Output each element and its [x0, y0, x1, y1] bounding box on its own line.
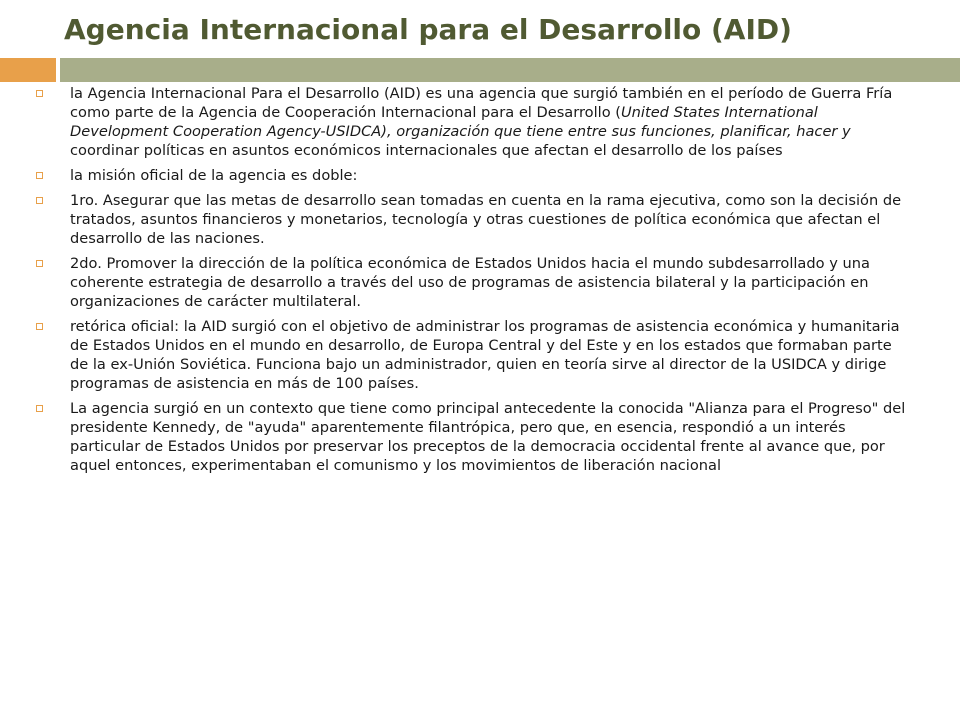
bullet-item — [34, 317, 914, 393]
bullet-text: la misión oficial de la agencia es doble: — [70, 167, 358, 184]
square-bullet-icon — [36, 197, 43, 204]
bullet-text: La agencia surgió en un contexto que tiene como principal antecedente la conocida "Alianza para el Progreso" del presidente Kennedy, de "ayuda" aparentemente filantrópica, pero que, en esencia, respondió a un interés particular de Estados Unidos por preservar los preceptos de la democracia occidental frente al avance que, por aquel entonces, experimentaban el comunismo y los movimientos de liberación nacional — [70, 400, 906, 474]
slide-title: Agencia Internacional para el Desarrollo (AID) — [64, 13, 792, 46]
bullet-item — [34, 166, 914, 185]
bullet-text: 2do. Promover la dirección de la política económica de Estados Unidos hacia el mundo subdesarrollado y una coherente estrategia de desarrollo a través del uso de programas de asistencia bilateral y la participación en organizaciones de carácter multilateral. — [70, 255, 870, 310]
bullet-text: 1ro. Asegurar que las metas de desarrollo sean tomadas en cuenta en la rama ejecutiva, como son la decisión de tratados, asuntos financieros y monetarios, tecnología y otras cuestiones de política económica que afectan el desarrollo de las naciones. — [70, 192, 902, 247]
square-bullet-icon — [36, 172, 43, 179]
bullet-text-normal-2: coordinar políticas en asuntos económicos internacionales que afectan el desarrollo de los países — [70, 142, 783, 159]
square-bullet-icon — [36, 323, 43, 330]
square-bullet-icon — [36, 90, 43, 97]
square-bullet-icon — [36, 260, 43, 267]
bullet-text — [70, 85, 892, 159]
bullet-item — [34, 254, 914, 311]
accent-bar-orange — [0, 58, 56, 82]
bullet-item — [34, 84, 914, 160]
bullet-list — [34, 84, 914, 481]
square-bullet-icon — [36, 405, 43, 412]
bullet-text: retórica oficial: la AID surgió con el objetivo de administrar los programas de asistencia económica y humanitaria de Estados Unidos en el mundo en desarrollo, de Europa Central y del Este y en los estados que formaban parte de la ex-Unión Soviética. Funciona bajo un administrador, quien en teoría sirve al director de la USIDCA y dirige programas de asistencia en más de 100 países. — [70, 318, 900, 392]
bullet-item — [34, 191, 914, 248]
bullet-text-normal: la Agencia Internacional Para el Desarrollo (AID) es una agencia que surgió también en el período de Guerra Fría como parte de la Agencia de Cooperación Internacional para el Desarrollo ( — [70, 85, 893, 121]
bullet-item — [34, 399, 914, 475]
accent-bar-olive — [60, 58, 960, 82]
bullet-text-italic: United States International Development Cooperation Agency-USIDCA), organización que tiene entre sus funciones, planificar, hacer y — [70, 104, 851, 140]
